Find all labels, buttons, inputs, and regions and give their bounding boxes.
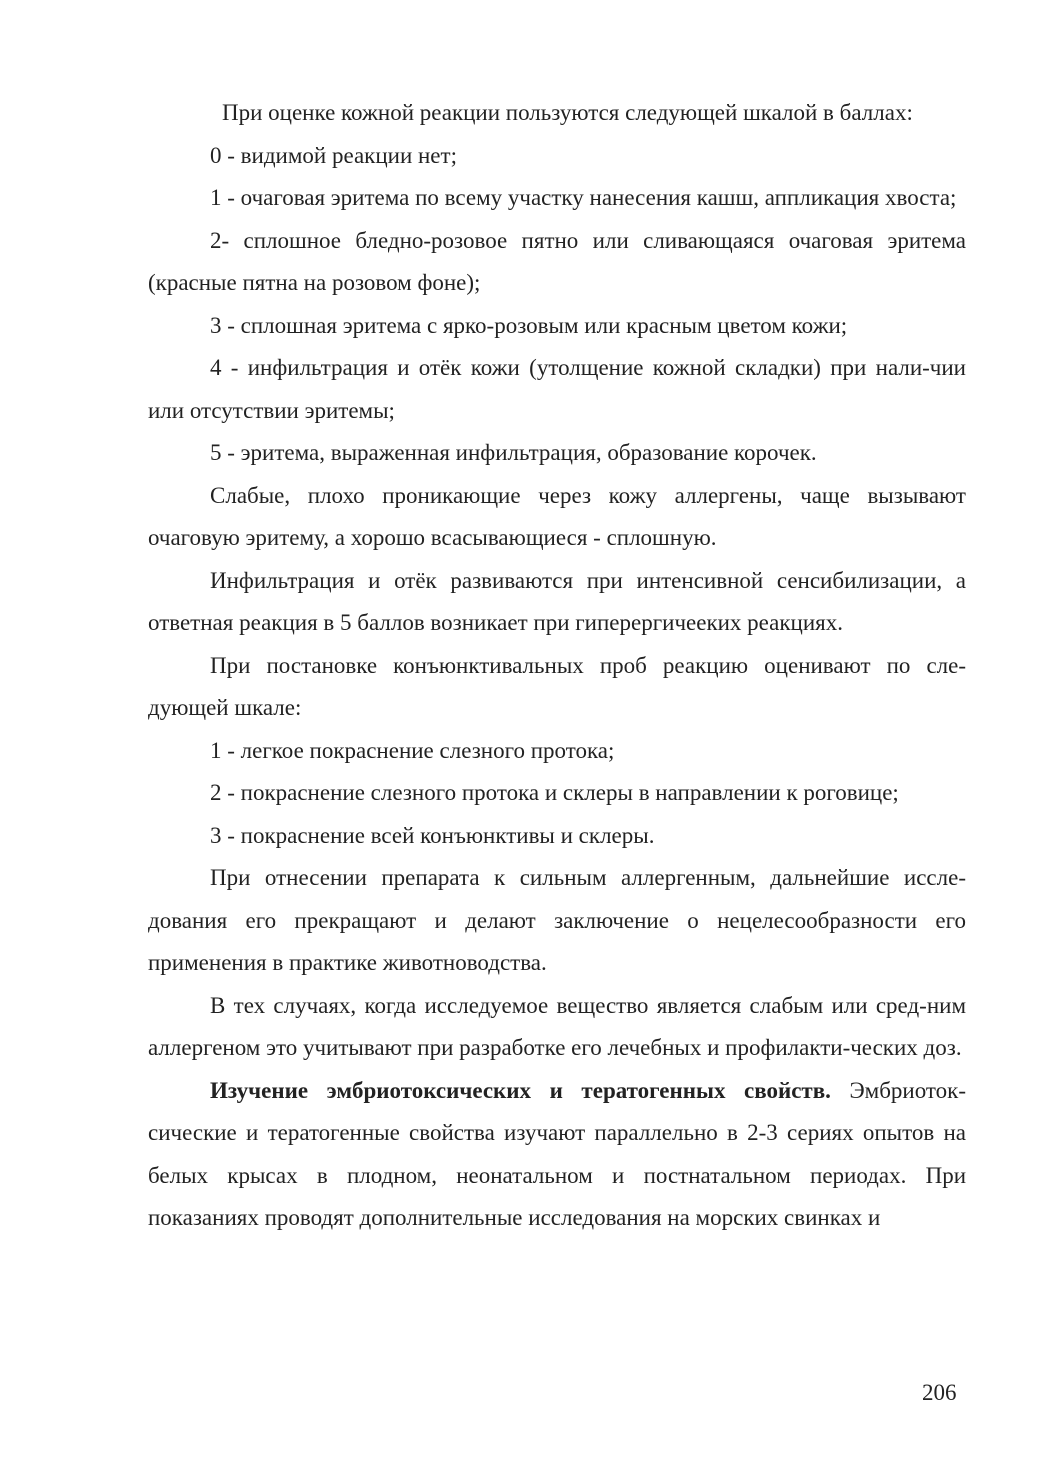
paragraph-infiltration: Инфильтрация и отёк развиваются при интенсивной сенсибилизации, а ответная реакция в 5 баллов возникает при гиперергичееких реакциях. bbox=[148, 567, 966, 635]
scale-item-2: 2- сплошное бледно-розовое пятно или сливающаяся очаговая эритема (красные пятна на розовом фоне); bbox=[148, 227, 966, 295]
paragraph-conjunctival-intro: При постановке конъюнктивальных проб реакцию оценивают по сле-дующей шкале: bbox=[148, 652, 966, 720]
conjunctival-item-1: 1 - легкое покраснение слезного протока; bbox=[210, 737, 615, 763]
conjunctival-item-2: 2 - покраснение слезного протока и склеры в направлении к роговице; bbox=[210, 780, 899, 805]
page-body bbox=[148, 92, 966, 1240]
scale-item-4: 4 - инфильтрация и отёк кожи (утолщение кожной складки) при нали-чии или отсутствии эритемы; bbox=[148, 355, 966, 423]
paragraph-embryotoxic-text: Эмбриоток-сические и тератогенные свойства изучают параллельно в 2-3 сериях опытов на белых крысах в плодном, неонатальном и постнатальном периодах. При показаниях проводят дополнительные исследования на морских свинках и bbox=[148, 1077, 966, 1230]
scale-item-3: 3 - сплошная эритема с ярко-розовым или красным цветом кожи; bbox=[210, 312, 848, 338]
paragraph-weak-allergens: Слабые, плохо проникающие через кожу аллергены, чаще вызывают очаговую эритему, а хорошо всасывающиеся - сплошную. bbox=[148, 482, 966, 550]
page-number: 206 bbox=[922, 1380, 957, 1405]
paragraph-weak-medium-allergens: В тех случаях, когда исследуемое вещество является слабым или сред-ним аллергеном это учитывают при разработке его лечебных и профилакти-ческих доз. bbox=[148, 992, 966, 1060]
paragraph-embryotoxic bbox=[148, 1070, 966, 1240]
section-heading-embryotoxic: Изучение эмбриотоксических и тератогенных свойств. bbox=[210, 1077, 831, 1103]
paragraph-strong-allergens: При отнесении препарата к сильным аллергенным, дальнейшие иссле-дования его прекращают и делают заключение о нецелесообразности его применения в практике животноводства. bbox=[148, 865, 966, 975]
conjunctival-item-3: 3 - покраснение всей конъюнктивы и склеры. bbox=[210, 822, 655, 848]
scale-item-5: 5 - эритема, выраженная инфильтрация, образование корочек. bbox=[210, 440, 817, 465]
paragraph-scale-intro: При оценке кожной реакции пользуются следующей шкалой в баллах: bbox=[222, 100, 913, 125]
scale-item-0: 0 - видимой реакции нет; bbox=[210, 142, 457, 168]
scale-item-1: 1 - очаговая эритема по всему участку нанесения кашш, аппликация хвоста; bbox=[210, 185, 957, 210]
